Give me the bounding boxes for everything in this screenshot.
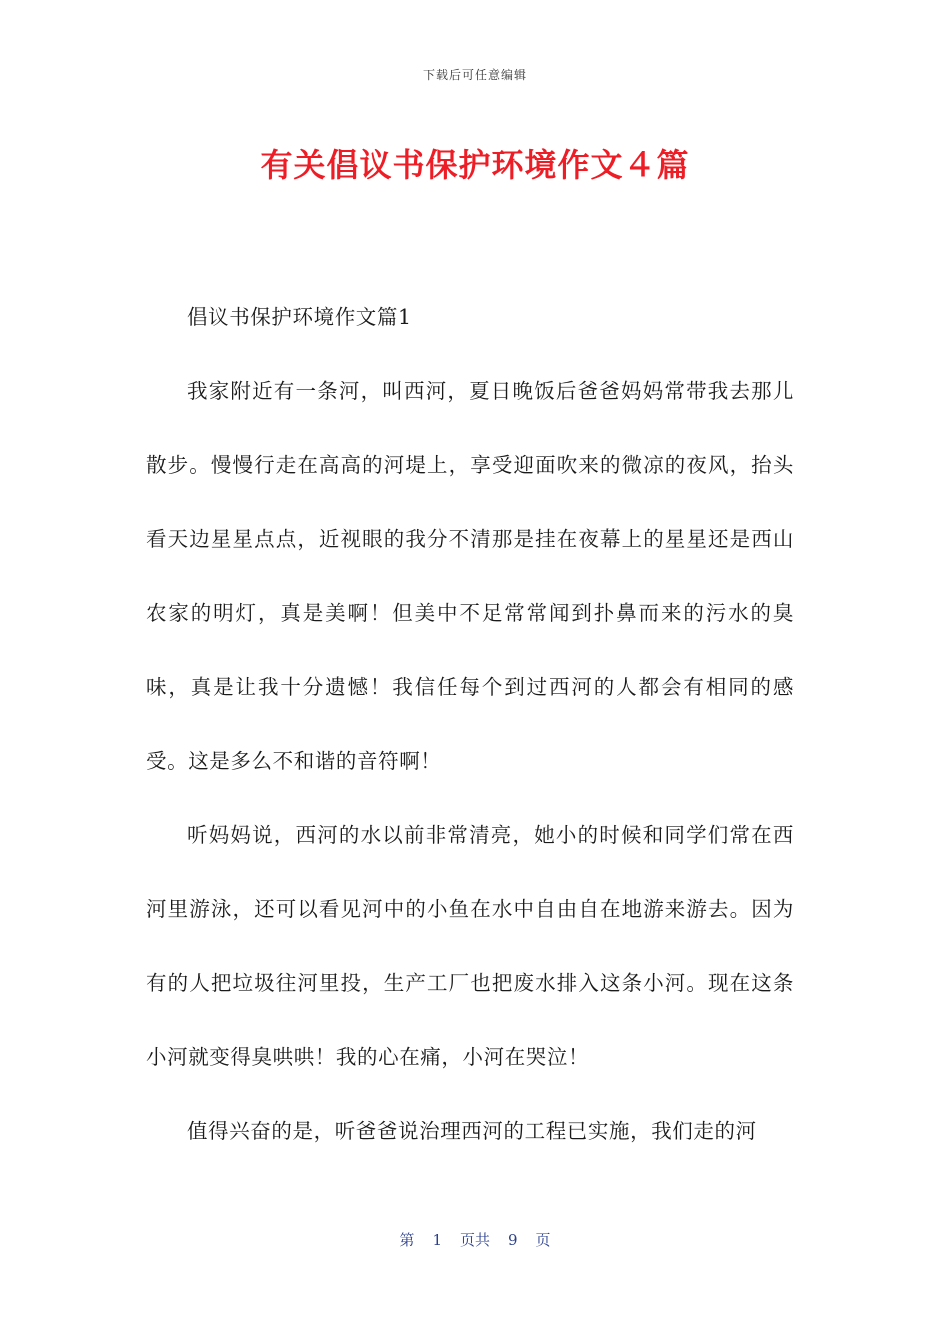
section-heading: 倡议书保护环境作文篇1 — [187, 305, 412, 329]
page-number: 1 — [432, 1231, 442, 1249]
document-body — [146, 280, 794, 1168]
page-label-mid: 页共 — [459, 1231, 490, 1249]
page-label-prefix: 第 — [399, 1231, 415, 1249]
paragraph: 我家附近有一条河，叫西河，夏日晚饭后爸爸妈妈常带我去那儿散步。慢慢行走在高高的河堤上，享受迎面吹来的微凉的夜风，抬头看天边星星点点，近视眼的我分不清那是挂在夜幕上的星星还是西山农家的明灯，真是美啊！但美中不足常常闻到扑鼻而来的污水的臭味，真是让我十分遗憾！我信任每个到过西河的人都会有相同的感受。这是多么不和谐的音符啊！ — [146, 379, 794, 773]
total-pages: 9 — [508, 1231, 518, 1249]
page-label-suffix: 页 — [535, 1231, 551, 1249]
header-note: 下载后可任意编辑 — [422, 68, 527, 82]
paragraph: 值得兴奋的是，听爸爸说治理西河的工程已实施，我们走的河 — [187, 1119, 757, 1143]
page-footer — [0, 1229, 950, 1250]
paragraph: 听妈妈说，西河的水以前非常清亮，她小的时候和同学们常在西河里游泳，还可以看见河中的小鱼在水中自由自在地游来游去。因为有的人把垃圾往河里投，生产工厂也把废水排入这条小河。现在这条小河就变得臭哄哄！我的心在痛，小河在哭泣！ — [146, 823, 794, 1069]
document-title: 有关倡议书保护环境作文４篇 — [260, 146, 690, 184]
